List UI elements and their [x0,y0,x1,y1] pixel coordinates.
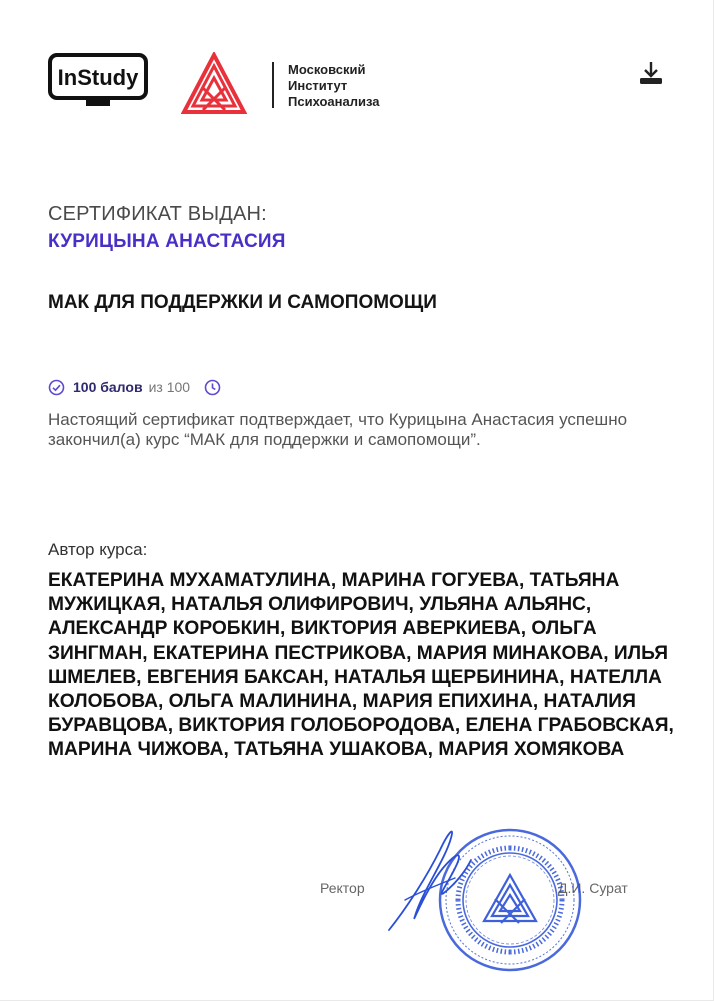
score-value: 100 балов [73,379,143,395]
clock-icon [204,379,221,396]
check-circle-icon [48,379,65,396]
issued-label: СЕРТИФИКАТ ВЫДАН: [48,203,267,225]
header [48,52,668,118]
course-title: МАК ДЛЯ ПОДДЕРЖКИ И САМОПОМОЩИ [48,292,437,313]
mip-logo [181,52,247,118]
rector-name: Д.И. Сурат [558,880,628,896]
signature-block [300,820,680,990]
org-name [288,62,448,110]
score-max: из 100 [148,379,191,395]
course-authors: ЕКАТЕРИНА МУХАМАТУЛИНА, МАРИНА ГОГУЕВА, ТАТЬЯНА МУЖИЦКАЯ, НАТАЛЬЯ ОЛИФИРОВИЧ, УЛЬЯНА АЛЬЯНС, АЛЕКСАНДР КОРОБКИН, ВИКТОРИЯ АВЕРКИЕВА, ОЛЬГА ЗИНГМАН, ЕКАТЕРИНА ПЕСТРИКОВА, МАРИЯ МИНАКОВА, ИЛЬЯ ШМЕЛЕВ, ЕВГЕНИЯ БАКСАН, НАТАЛЬЯ ЩЕРБИНИНА, НАТЕЛЛА КОЛОБОВА, ОЛЬГА МАЛИНИНА, МАРИЯ ЕПИХИНА, НАТАЛИЯ БУРАВЦОВА, ВИКТОРИЯ ГОЛОБОРОДОВА, ЕЛЕНА ГРАБОВСКАЯ, МАРИНА ЧИЖОВА, ТАТЬЯНА УШАКОВА, МАРИЯ ХОМЯКОВА [48,570,674,761]
rector-label: Ректор [320,880,365,896]
score-row [48,376,221,398]
recipient-name: КУРИЦЫНА АНАСТАСИЯ [48,231,286,252]
instudy-logo-text: InStudy [57,65,139,90]
org-name-line: Психоанализа [288,94,380,109]
author-label: Автор курса: [48,540,148,559]
certificate-description: Настоящий сертификат подтверждает, что Курицына Анастасия успешно закончил(а) курс “МАК для поддержки и самопомощи”. [48,410,628,449]
org-name-line: Институт [288,78,348,93]
instudy-logo [48,52,148,110]
org-name-line: Московский [288,62,366,77]
logo-divider [272,62,274,108]
rector-signature [385,820,475,935]
download-icon[interactable] [638,60,664,86]
